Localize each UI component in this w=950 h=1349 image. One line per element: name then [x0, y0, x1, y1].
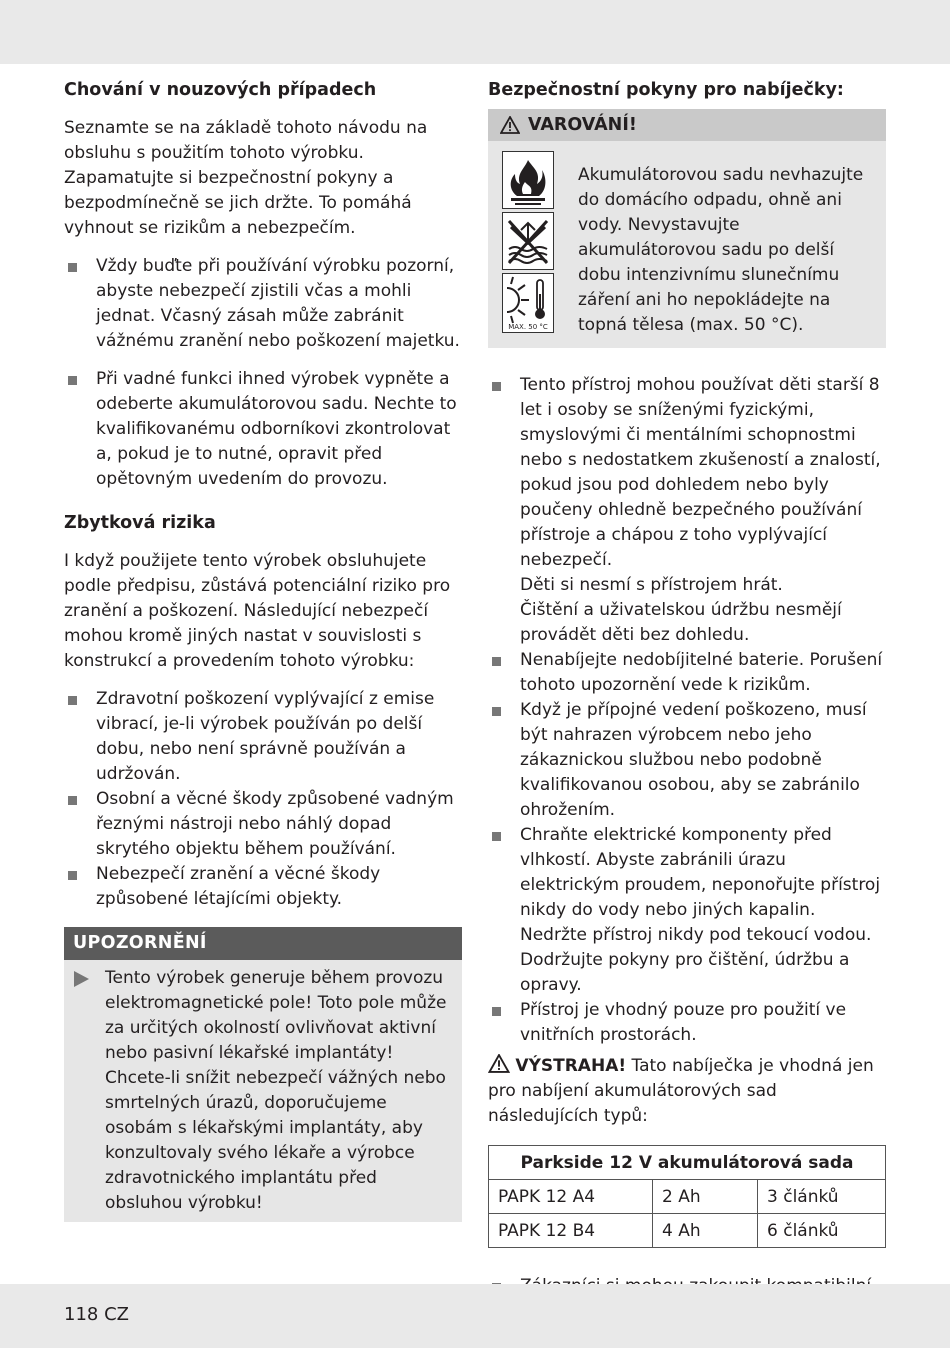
caution-paragraph [488, 1054, 886, 1129]
notice-title: UPOZORNĚNÍ [64, 927, 462, 960]
table-row [489, 1214, 886, 1248]
fire-icon [502, 151, 554, 209]
warning-title: VAROVÁNÍ! [528, 115, 637, 135]
list-item: Přístroj je vhodný pouze pro použití ve vnitřních prostorách. [488, 998, 886, 1048]
table-cell: 4 Ah [653, 1214, 758, 1248]
table-cell: PAPK 12 B4 [489, 1214, 653, 1248]
table-cell: PAPK 12 A4 [489, 1180, 653, 1214]
notice-text: Tento výrobek generuje během provozu elektromagnetické pole! Toto pole může za určitých okolností ovlivňovat aktivní nebo pasivní lékařské implantáty! Chcete-li snížit nebezpečí vážných nebo smrtelných úrazů, doporučujeme osobám s lékařskými implantáty, aby konzultovaly svého lékaře a výrobce zdravotnického implantátu před obsluhou výrobku! [105, 968, 447, 1213]
left-column [64, 76, 464, 1222]
table-cell: 3 článků [758, 1180, 886, 1214]
list-item: Zdravotní poškození vyplývající z emise vibrací, je-li výrobek používán po delší dobu, nebo není správně používán a udržován. [64, 687, 464, 787]
section-heading-emergency: Chování v nouzových případech [64, 80, 377, 100]
list-item: Nebezpečí zranění a věcné škody způsobené létajícími objekty. [64, 862, 464, 912]
notice-box [64, 927, 462, 1222]
warning-header [488, 109, 886, 141]
sun-heat-icon [502, 273, 554, 333]
table-cell: 2 Ah [653, 1180, 758, 1214]
list-item: Vždy buďte při používání výrobku pozorní, abyste nebezpečí zjistili včas a mohli jednat. Včasný zásah může zabránit vážnému zranění nebo poškození majetku. [64, 254, 464, 354]
table-cell: 6 článků [758, 1214, 886, 1248]
caution-text: Tato nabíječka je vhodná jen pro nabíjení akumulátorových sad následujících typů: [488, 1056, 874, 1126]
list-item: Chraňte elektrické komponenty před vlhkostí. Abyste zabránili úrazu elektrickým proudem, neponořujte přístroj nikdy do vody nebo jiných kapalin. Nedržte přístroj nikdy pod tekoucí vodou. Dodržujte pokyny pro čištění, údržbu a opravy. [488, 823, 886, 998]
battery-table [488, 1145, 886, 1248]
residual-list [64, 687, 464, 912]
caution-label: VÝSTRAHA! [515, 1056, 627, 1076]
list-item: Když je přípojné vedení poškozeno, musí být nahrazen výrobcem nebo jeho zákaznickou službou nebo podobně kvalifikovanou osobou, aby se zabránilo ohrožením. [488, 698, 886, 823]
max-temp-label: MAX. 50 °C [508, 323, 548, 331]
arrow-icon [74, 971, 89, 987]
section-heading-charger-safety: Bezpečnostní pokyny pro nabíječky: [488, 80, 844, 100]
table-row [489, 1180, 886, 1214]
page-number: 118 CZ [64, 1304, 129, 1325]
warning-icons [502, 151, 554, 338]
notice-body [64, 960, 462, 1222]
emergency-list [64, 254, 464, 492]
warning-triangle-icon [488, 1054, 510, 1073]
section-heading-residual-risks: Zbytková rizika [64, 513, 216, 533]
warning-box [488, 109, 886, 348]
warning-text: Akumulátorovou sadu nevhazujte do domácího odpadu, ohně ani vody. Nevystavujte akumulátorovou sadu po delší dobu intenzivnímu slunečnímu záření ani ho nepokládejte na topná tělesa (max. 50 °C). [578, 165, 864, 335]
charger-safety-list [488, 373, 886, 1048]
warning-triangle-icon [500, 116, 520, 134]
right-column [488, 76, 886, 1349]
residual-intro: I když použijete tento výrobek obsluhujete podle předpisu, zůstává potenciální riziko pro zranění a poškození. Následující nebezpečí mohou kromě jiných nastat v souvislosti s konstrukcí a provedením tohoto výrobku: [64, 551, 451, 671]
list-item: Osobní a věcné škody způsobené vadným řeznými nástroji nebo náhlý dopad skrytého objektu během používání. [64, 787, 464, 862]
list-item: Při vadné funkci ihned výrobek vypněte a odeberte akumulátorovou sadu. Nechte to kvalifikovanému odborníkovi zkontrolovat a, pokud je to nutné, opravit před opětovným uvedením do provozu. [64, 367, 464, 492]
list-item [488, 373, 886, 648]
list-item: Nenabíjejte nedobíjitelné baterie. Porušení tohoto upozornění vede k rizikům. [488, 648, 886, 698]
emergency-intro: Seznamte se na základě tohoto návodu na obsluhu s použitím tohoto výrobku. Zapamatujte si bezpečnostní pokyny a bezpodmínečně se jich držte. To pomáhá vyhnout se rizikům a nebezpečím. [64, 118, 428, 238]
table-header: Parkside 12 V akumulátorová sada [489, 1146, 886, 1180]
list-item-text-children-play: Děti si nesmí s přístrojem hrát. [520, 575, 783, 595]
top-band [0, 0, 950, 64]
list-item-text: Tento přístroj mohou používat děti starší 8 let i osoby se sníženými fyzickými, smyslovými či mentálními schopnostmi nebo s nedostatkem zkušeností a znalostí, pokud jsou pod dohledem nebo byly poučeny ohledně bezpečného používání přístroje a chápou z toho vyplývající nebezpečí. [520, 375, 881, 570]
bottom-band [0, 1284, 950, 1348]
warning-body [488, 141, 886, 348]
no-water-icon [502, 212, 554, 270]
list-item-text-children-cleaning: Čištění a uživatelskou údržbu nesmějí provádět děti bez dohledu. [520, 600, 842, 645]
